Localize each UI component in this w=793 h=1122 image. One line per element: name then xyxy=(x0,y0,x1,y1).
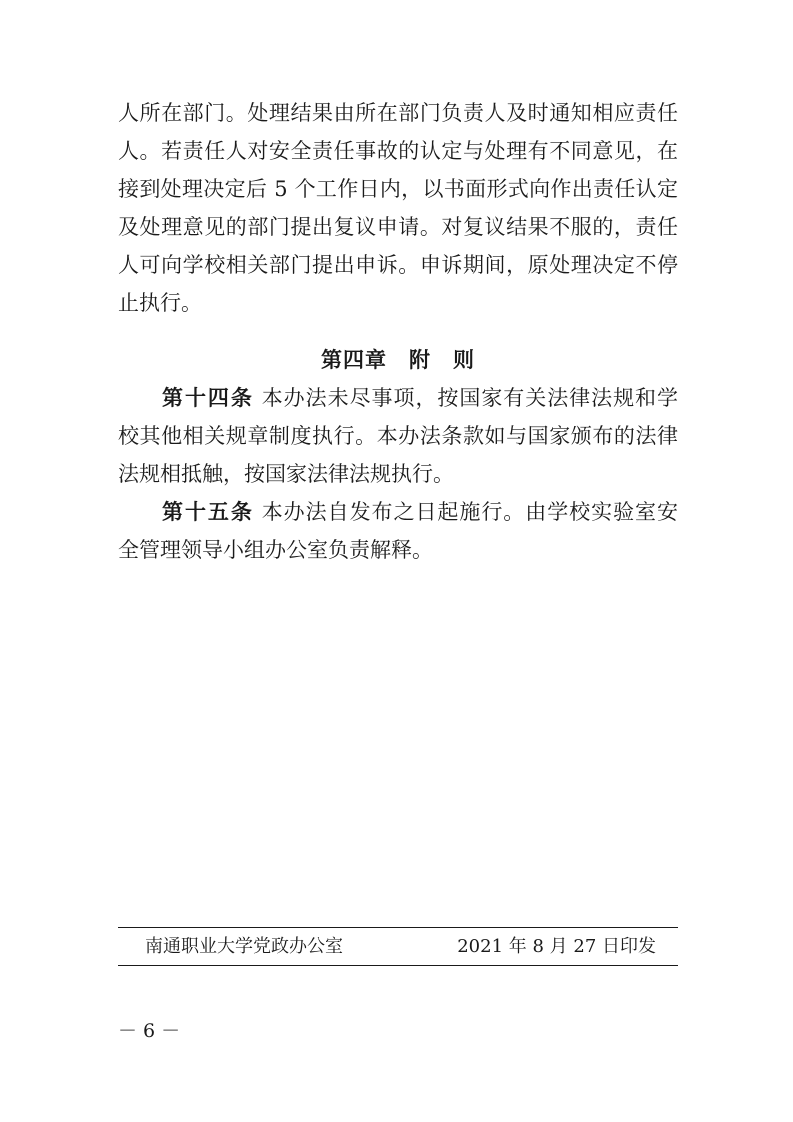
chapter-number: 第四章 xyxy=(321,348,387,372)
body-text-line: 人。若责任人对安全责任事故的认定与处理有不同意见，在 xyxy=(118,139,678,163)
footer-issuer: 南通职业大学党政办公室 xyxy=(145,936,343,957)
body-text-line: 全管理领导小组办公室负责解释。 xyxy=(118,538,433,562)
chapter-title: 附 则 xyxy=(409,348,475,372)
body-text-line: 人可向学校相关部门提出申诉。申诉期间，原处理决定不停 xyxy=(118,253,678,277)
article-14-first-line xyxy=(118,383,678,413)
page-number: － 6 － xyxy=(118,1020,181,1042)
article-14-label: 第十四条 xyxy=(162,386,254,410)
article-15-label: 第十五条 xyxy=(162,500,254,524)
footer-bottom-rule xyxy=(118,965,678,966)
body-text-line: 及处理意见的部门提出复议申请。对复议结果不服的，责任 xyxy=(118,215,678,239)
body-text-line: 校其他相关规章制度执行。本办法条款如与国家颁布的法律 xyxy=(118,424,678,448)
body-text-line: 接到处理决定后 5 个工作日内，以书面形式向作出责任认定 xyxy=(118,177,678,201)
article-14-text: 本办法未尽事项，按国家有关法律法规和学 xyxy=(260,386,679,410)
article-15-first-line xyxy=(118,497,678,527)
footer-issue-date: 2021 年 8 月 27 日印发 xyxy=(457,936,656,957)
body-text-line: 法规相抵触，按国家法律法规执行。 xyxy=(118,462,454,486)
body-text-line: 人所在部门。处理结果由所在部门负责人及时通知相应责任 xyxy=(118,101,678,125)
footer-top-rule xyxy=(118,927,678,928)
body-text-line: 止执行。 xyxy=(118,291,202,315)
article-15-text: 本办法自发布之日起施行。由学校实验室安 xyxy=(260,500,679,524)
chapter-heading xyxy=(118,345,678,375)
